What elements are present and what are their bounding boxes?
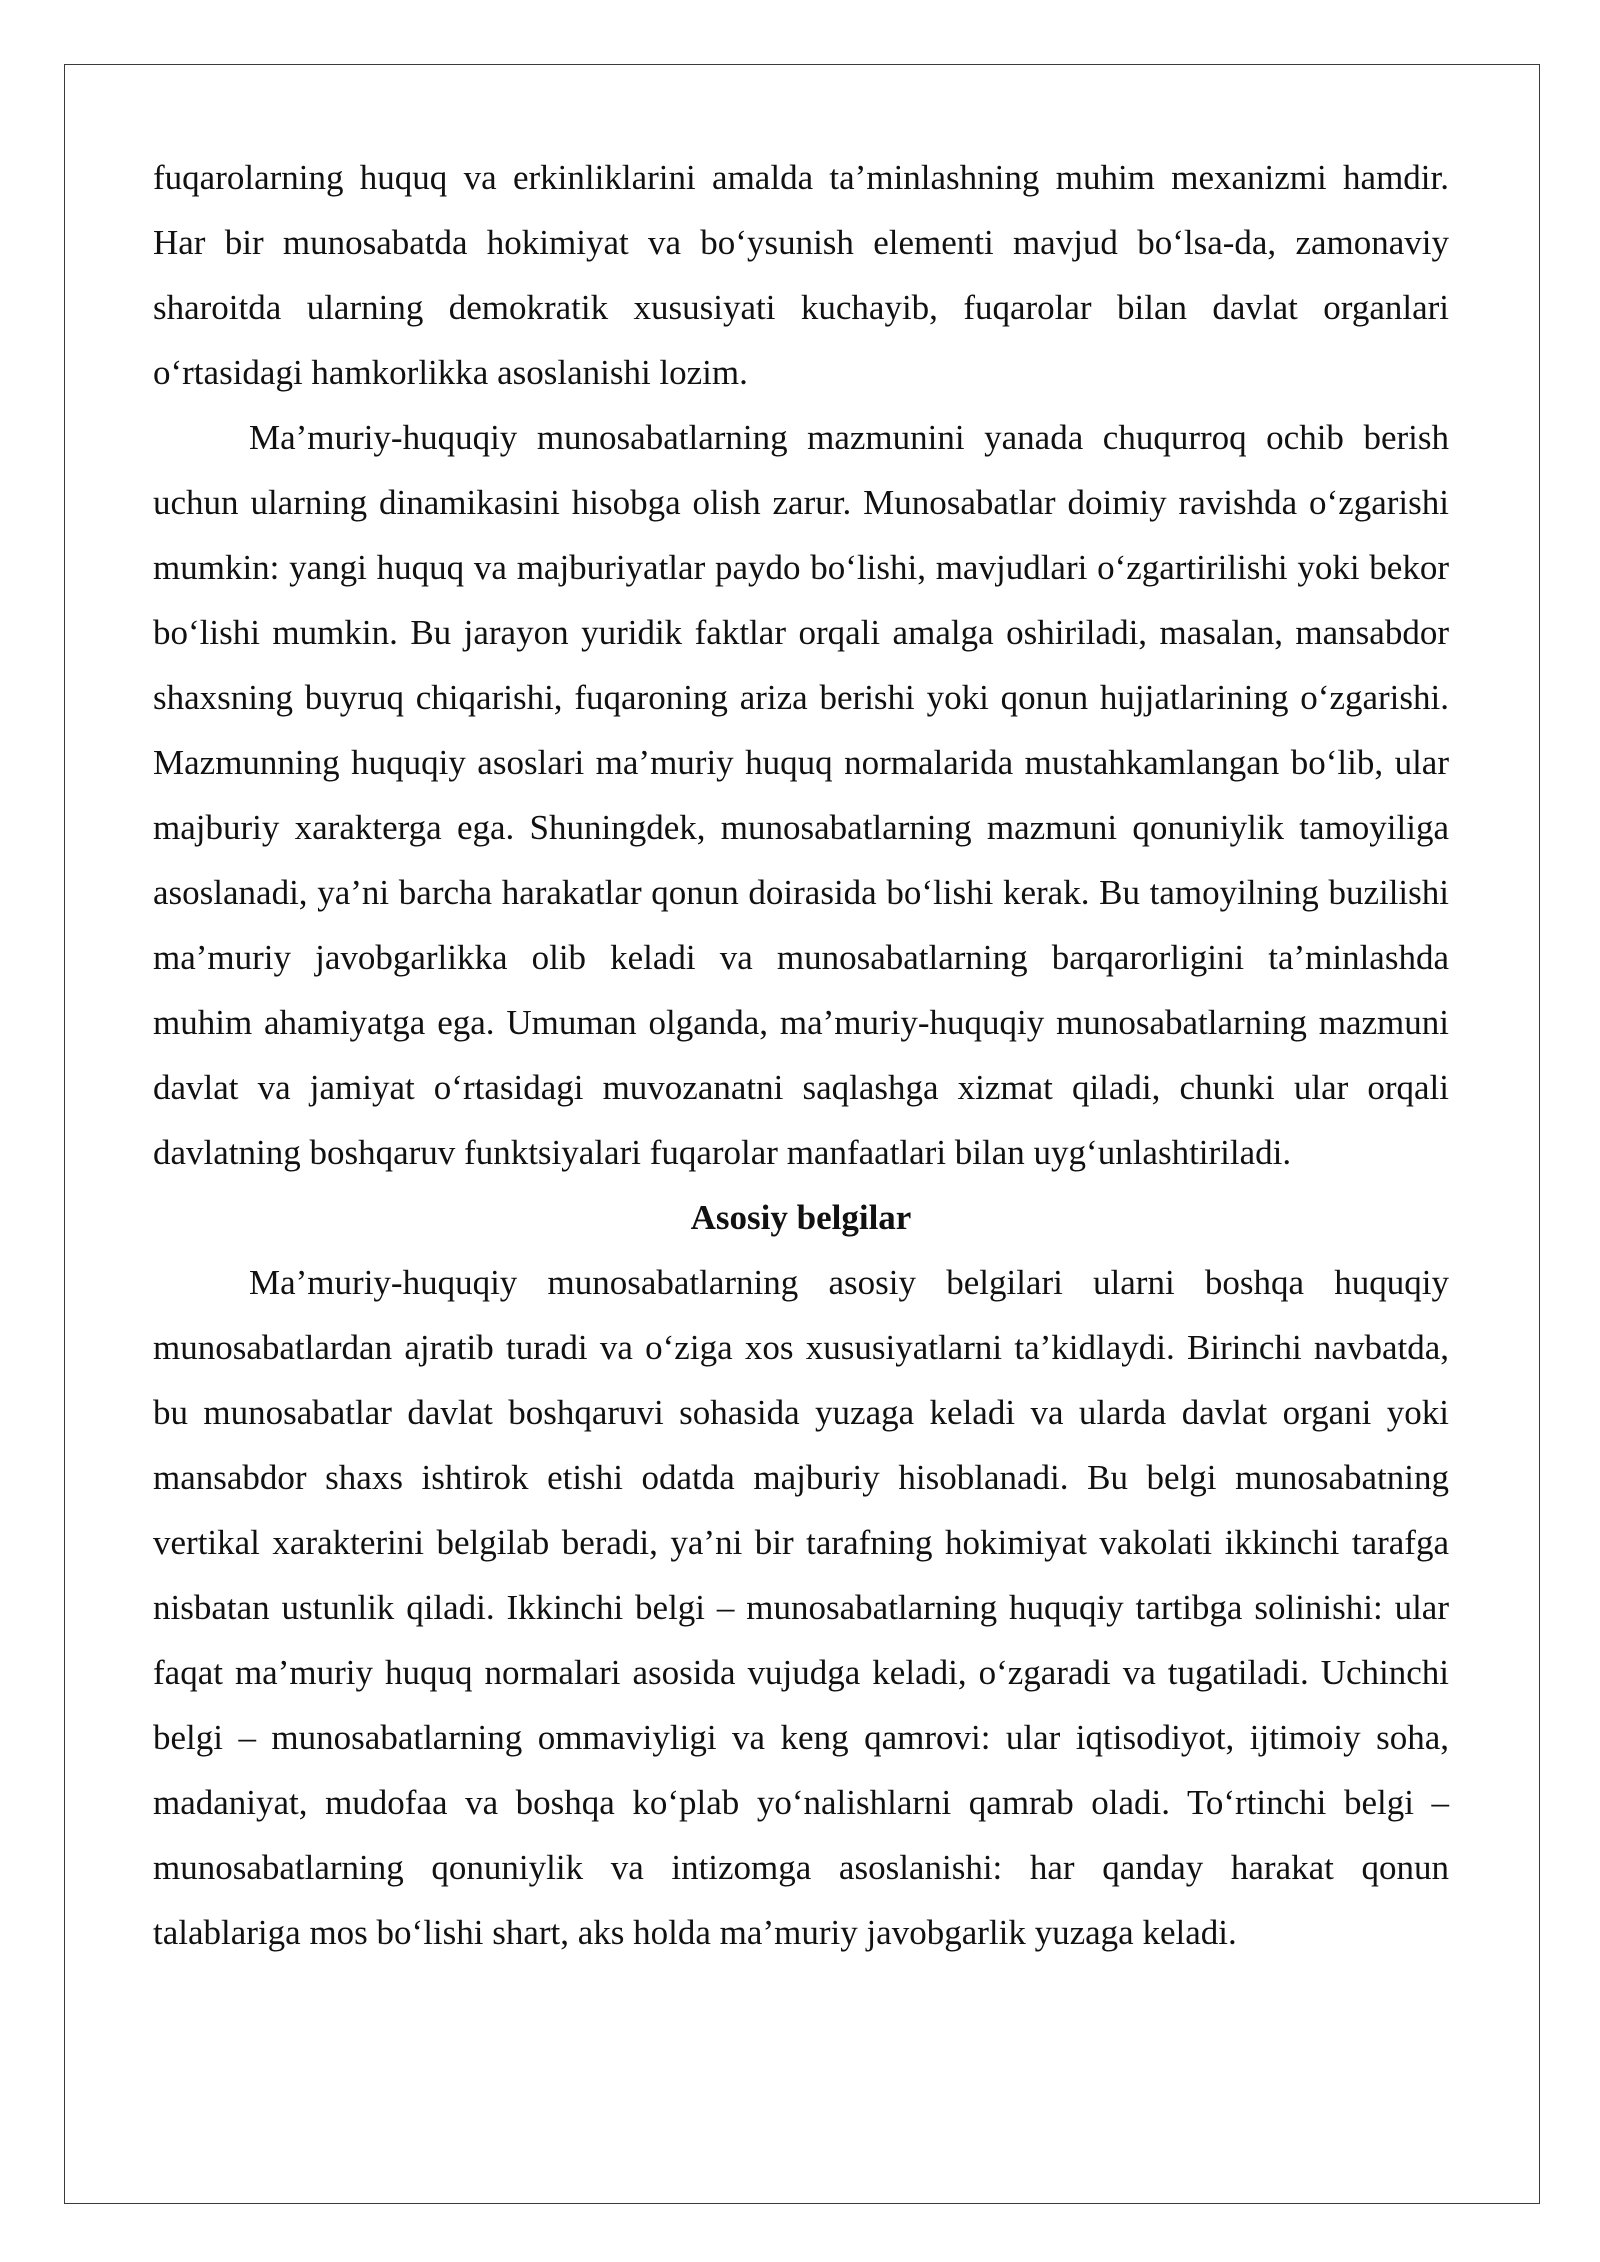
paragraph-main-features: Ma’muriy-huquqiy munosabatlarning asosiy belgilari ularni boshqa huquqiy munosabatlardan ajratib turadi va o‘ziga xos xususiyatlarni ta’kidlaydi. Birinchi navbatda, bu munosabatlar davlat boshqaruvi sohasida yuzaga keladi va ularda davlat organi yoki mansabdor shaxs ishtirok etishi odatda majburiy hisoblanadi. Bu belgi munosabatning vertikal xarakterini belgilab beradi, ya’ni bir tarafning hokimiyat vakolati ikkinchi tarafga nisbatan ustunlik qiladi. Ikkinchi belgi – munosabatlarning huquqiy tartibga solinishi: ular faqat ma’muriy huquq normalari asosida vujudga keladi, o‘zgaradi va tugatiladi. Uchinchi belgi – munosabatlarning ommaviyligi va keng qamrovi: ular iqtisodiyot, ijtimoiy soha, madaniyat, mudofaa va boshqa ko‘plab yo‘nalishlarni qamrab oladi. To‘rtinchi belgi – munosabatlarning qonuniylik va intizomga asoslanishi: har qanday harakat qonun talablariga mos bo‘lishi shart, aks holda ma’muriy javobgarlik yuzaga keladi.	[153, 1263, 1449, 1952]
paragraph-content-dynamics: Ma’muriy-huquqiy munosabatlarning mazmunini yanada chuqurroq ochib berish uchun ularning dinamikasini hisobga olish zarur. Munosabatlar doimiy ravishda o‘zgarishi mumkin: yangi huquq va majburiyatlar paydo bo‘lishi, mavjudlari o‘zgartirilishi yoki bekor bo‘lishi mumkin. Bu jarayon yuridik faktlar orqali amalga oshiriladi, masalan, mansabdor shaxsning buyruq chiqarishi, fuqaroning ariza berishi yoki qonun hujjatlarining o‘zgarishi. Mazmunning huquqiy asoslari ma’muriy huquq normalarida mustahkamlangan bo‘lib, ular majburiy xarakterga ega. Shuningdek, munosabatlarning mazmuni qonuniylik tamoyiliga asoslanadi, ya’ni barcha harakatlar qonun doirasida bo‘lishi kerak. Bu tamoyilning buzilishi ma’muriy javobgarlikka olib keladi va munosabatlarning barqarorligini ta’minlashda muhim ahamiyatga ega. Umuman olganda, ma’muriy-huquqiy munosabatlarning mazmuni davlat va jamiyat o‘rtasidagi muvozanatni saqlashga xizmat qiladi, chunki ular orqali davlatning boshqaruv funktsiyalari fuqarolar manfaatlari bilan uyg‘unlashtiriladi.	[153, 418, 1449, 1172]
paragraph-continuation: fuqarolarning huquq va erkinliklarini amalda ta’minlashning muhim mexanizmi hamdir. Har bir munosabatda hokimiyat va bo‘ysunish elementi mavjud bo‘lsa-da, zamonaviy sharoitda ularning demokratik xususiyati kuchayib, fuqarolar bilan davlat organlari o‘rtasidagi hamkorlikka asoslanishi lozim.	[153, 158, 1449, 392]
section-heading: Asosiy belgilar	[690, 1198, 912, 1237]
document-body	[153, 145, 1449, 1965]
